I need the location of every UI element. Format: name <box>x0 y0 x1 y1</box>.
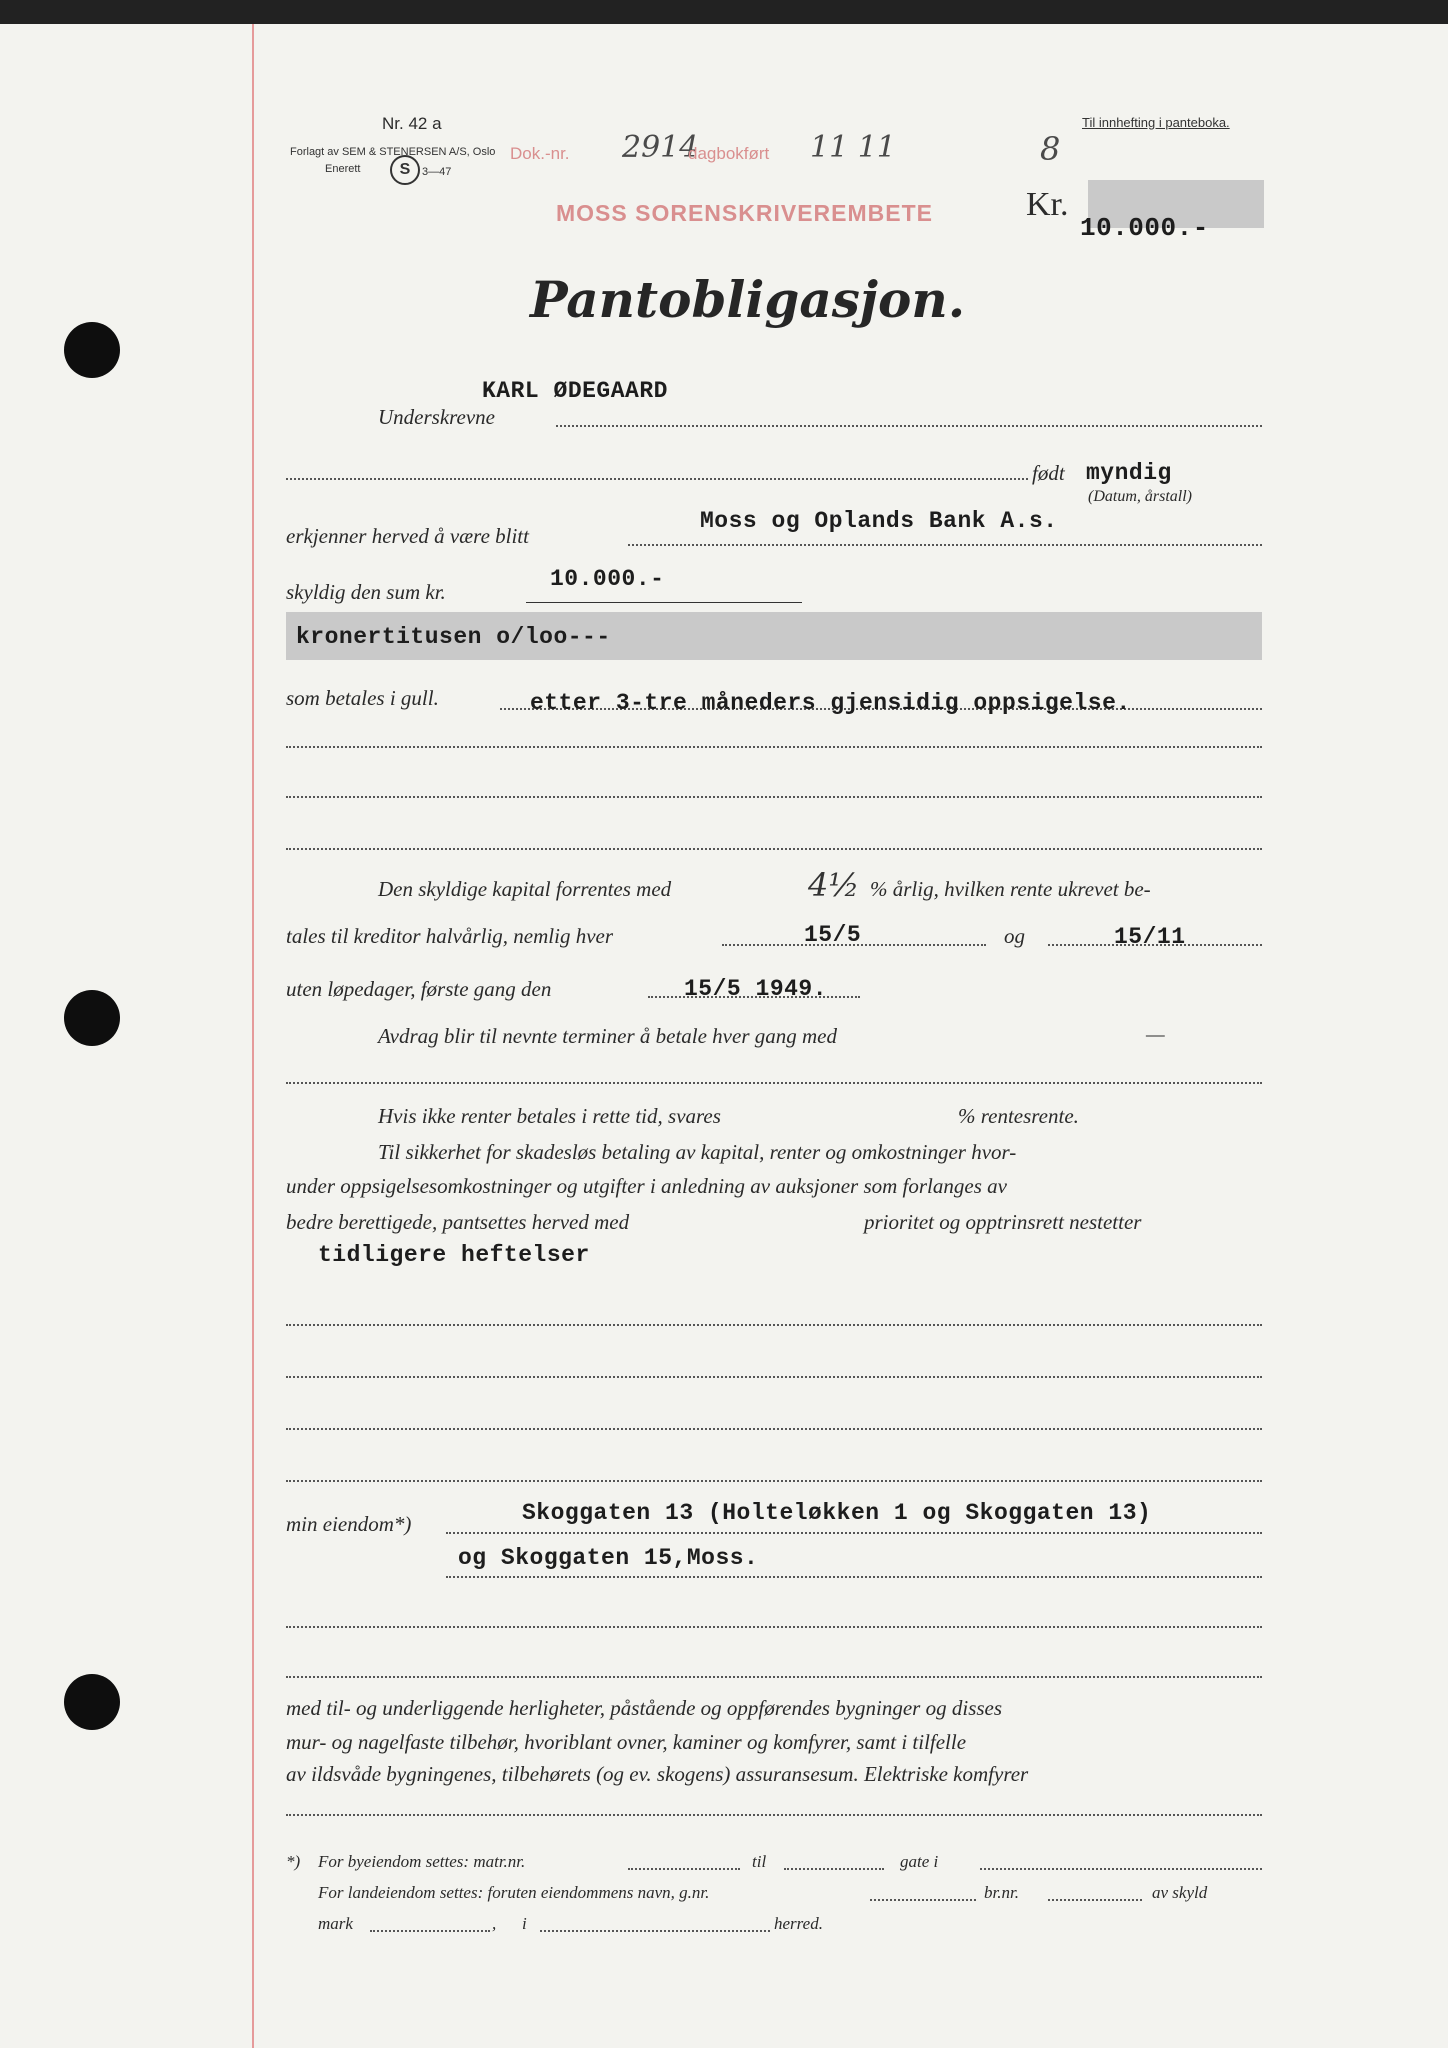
property-label: min eiendom*) <box>286 1512 412 1536</box>
security-text-2: Til sikkerhet for skadesløs betaling av kapital, renter og omkostninger hvor- <box>378 1140 1017 1164</box>
birth-value: myndig <box>1086 460 1172 486</box>
footnote-2b: br.nr. <box>984 1883 1019 1902</box>
blank-line-2 <box>286 796 1262 798</box>
footnote-line-2b <box>1048 1899 1142 1901</box>
security-text-3: under oppsigelsesomkostninger og utgifter i anledning av auksjoner som forlanges av <box>286 1174 1007 1198</box>
signer-line <box>556 425 1262 427</box>
document-title: Pantobligasjon. <box>530 270 966 329</box>
amount-value: 10.000.- <box>1080 213 1209 243</box>
margin-rule <box>252 24 254 2048</box>
sum-label: skyldig den sum kr. <box>286 580 446 604</box>
interest-text-2a: tales til kreditor halvårlig, nemlig hver <box>286 924 614 948</box>
dagbok-label: dagbokført <box>688 144 770 163</box>
property-line-2 <box>446 1576 1262 1578</box>
penalty-text-1b: % rentesrente. <box>958 1104 1079 1128</box>
interest-text-1a: Den skyldige kapital forrentes med <box>378 877 672 901</box>
creditor-line <box>628 544 1262 546</box>
blank-line-8 <box>286 1480 1262 1482</box>
birth-label: født <box>1032 461 1065 485</box>
interest-og: og <box>1004 924 1025 948</box>
office-stamp: MOSS SORENSKRIVEREMBETE <box>556 200 933 226</box>
dok-label: Dok.-nr. <box>510 144 570 163</box>
property-line-1-value: Skoggaten 13 (Holteløkken 1 og Skoggaten 13) <box>522 1500 1152 1526</box>
dok-number: 2914 <box>622 130 699 165</box>
footnote-3a: mark <box>318 1914 353 1933</box>
blank-line-1 <box>286 746 1262 748</box>
publisher-logo-icon: S <box>390 155 420 185</box>
blank-line-6 <box>286 1376 1262 1378</box>
punch-hole-top <box>64 322 120 378</box>
punch-hole-bottom <box>64 1674 120 1730</box>
footnote-2c: av skyld <box>1152 1883 1208 1902</box>
creditor-label: erkjenner herved å være blitt <box>286 524 529 548</box>
terms-value: etter 3-tre måneders gjensidig oppsigelse. <box>530 690 1131 716</box>
sum-line <box>526 602 802 603</box>
property-line-1 <box>446 1532 1262 1534</box>
sum-value: 10.000.- <box>550 566 665 592</box>
punch-hole-middle <box>64 990 120 1046</box>
security-text-4a: bedre berettigede, pantsettes herved med <box>286 1210 630 1234</box>
year-suffix: 8 <box>1040 130 1061 168</box>
appurtenances-2: mur- og nagelfaste tilbehør, hvoriblant ovner, kaminer og komfyrer, samt i tilfelle <box>286 1730 967 1754</box>
footnote-line-3a <box>370 1930 490 1932</box>
footnote-line-1a <box>628 1868 740 1870</box>
footnote-line-3c <box>540 1930 770 1932</box>
footnote-line-1b <box>784 1868 884 1870</box>
binding-note: Til innhefting i panteboka. <box>1082 115 1230 130</box>
installment-text: Avdrag blir til nevnte terminer å betale hver gang med <box>378 1024 837 1048</box>
blank-line-7 <box>286 1428 1262 1430</box>
footnote-1a: For byeiendom settes: matr.nr. <box>318 1852 526 1871</box>
property-line-2-value: og Skoggaten 15,Moss. <box>458 1545 759 1571</box>
publisher: Forlagt av SEM & STENERSEN A/S, Oslo <box>290 146 496 158</box>
penalty-text-1a: Hvis ikke renter betales i rette tid, svares <box>378 1104 721 1128</box>
blank-line-11 <box>286 1814 1262 1816</box>
birth-line <box>286 478 1028 480</box>
installment-value: — <box>1146 1022 1165 1046</box>
blank-line-4 <box>286 1082 1262 1084</box>
security-text-4b: prioritet og opptrinsrett nestetter <box>864 1210 1142 1234</box>
interest-text-3a: uten løpedager, første gang den <box>286 977 552 1001</box>
form-number: Nr. 42 a <box>382 114 442 133</box>
terms-label: som betales i gull. <box>286 686 439 710</box>
appurtenances-1: med til- og underliggende herligheter, påstående og oppførendes bygninger og disses <box>286 1696 1003 1720</box>
footnote-line-1c <box>980 1868 1262 1870</box>
signer-name: KARL ØDEGAARD <box>482 378 668 404</box>
signer-label: Underskrevne <box>378 405 496 429</box>
edition: 3—47 <box>422 166 452 178</box>
amount-words: kronertitusen o/loo--- <box>296 624 611 650</box>
interest-first-date: 15/5 1949. <box>684 976 828 1002</box>
footnote-3c: i <box>522 1914 527 1933</box>
kr-label: Kr. <box>1026 186 1069 223</box>
interest-text-1b: % årlig, hvilken rente ukrevet be- <box>870 877 1151 901</box>
appurtenances-3: av ildsvåde bygningenes, tilbehørets (og ev. skogens) assuransesum. Elektriske komfyrer <box>286 1762 1029 1786</box>
blank-line-10 <box>286 1676 1262 1678</box>
creditor-value: Moss og Oplands Bank A.s. <box>700 508 1058 534</box>
priority-value: tidligere heftelser <box>318 1242 590 1268</box>
footnote-2a: For landeiendom settes: foruten eiendommens navn, g.nr. <box>318 1883 710 1902</box>
blank-line-9 <box>286 1626 1262 1628</box>
footnote-3b: , <box>492 1914 497 1933</box>
enerett-label: Enerett <box>325 163 361 175</box>
blank-line-3 <box>286 848 1262 850</box>
interest-date-1: 15/5 <box>804 922 862 948</box>
birth-hint: (Datum, årstall) <box>1088 488 1192 505</box>
footnote-line-2a <box>870 1899 976 1901</box>
footnote-3d: herred. <box>774 1914 823 1933</box>
footnote-mark: *) <box>286 1852 301 1871</box>
footnote-1b: til <box>752 1852 767 1871</box>
footnote-1c: gate i <box>900 1852 939 1871</box>
interest-date-2: 15/11 <box>1114 924 1186 950</box>
interest-rate: 4½ <box>808 866 860 904</box>
dagbok-date: 11 11 <box>810 130 896 165</box>
blank-line-5 <box>286 1324 1262 1326</box>
scan-top-edge <box>0 0 1448 24</box>
